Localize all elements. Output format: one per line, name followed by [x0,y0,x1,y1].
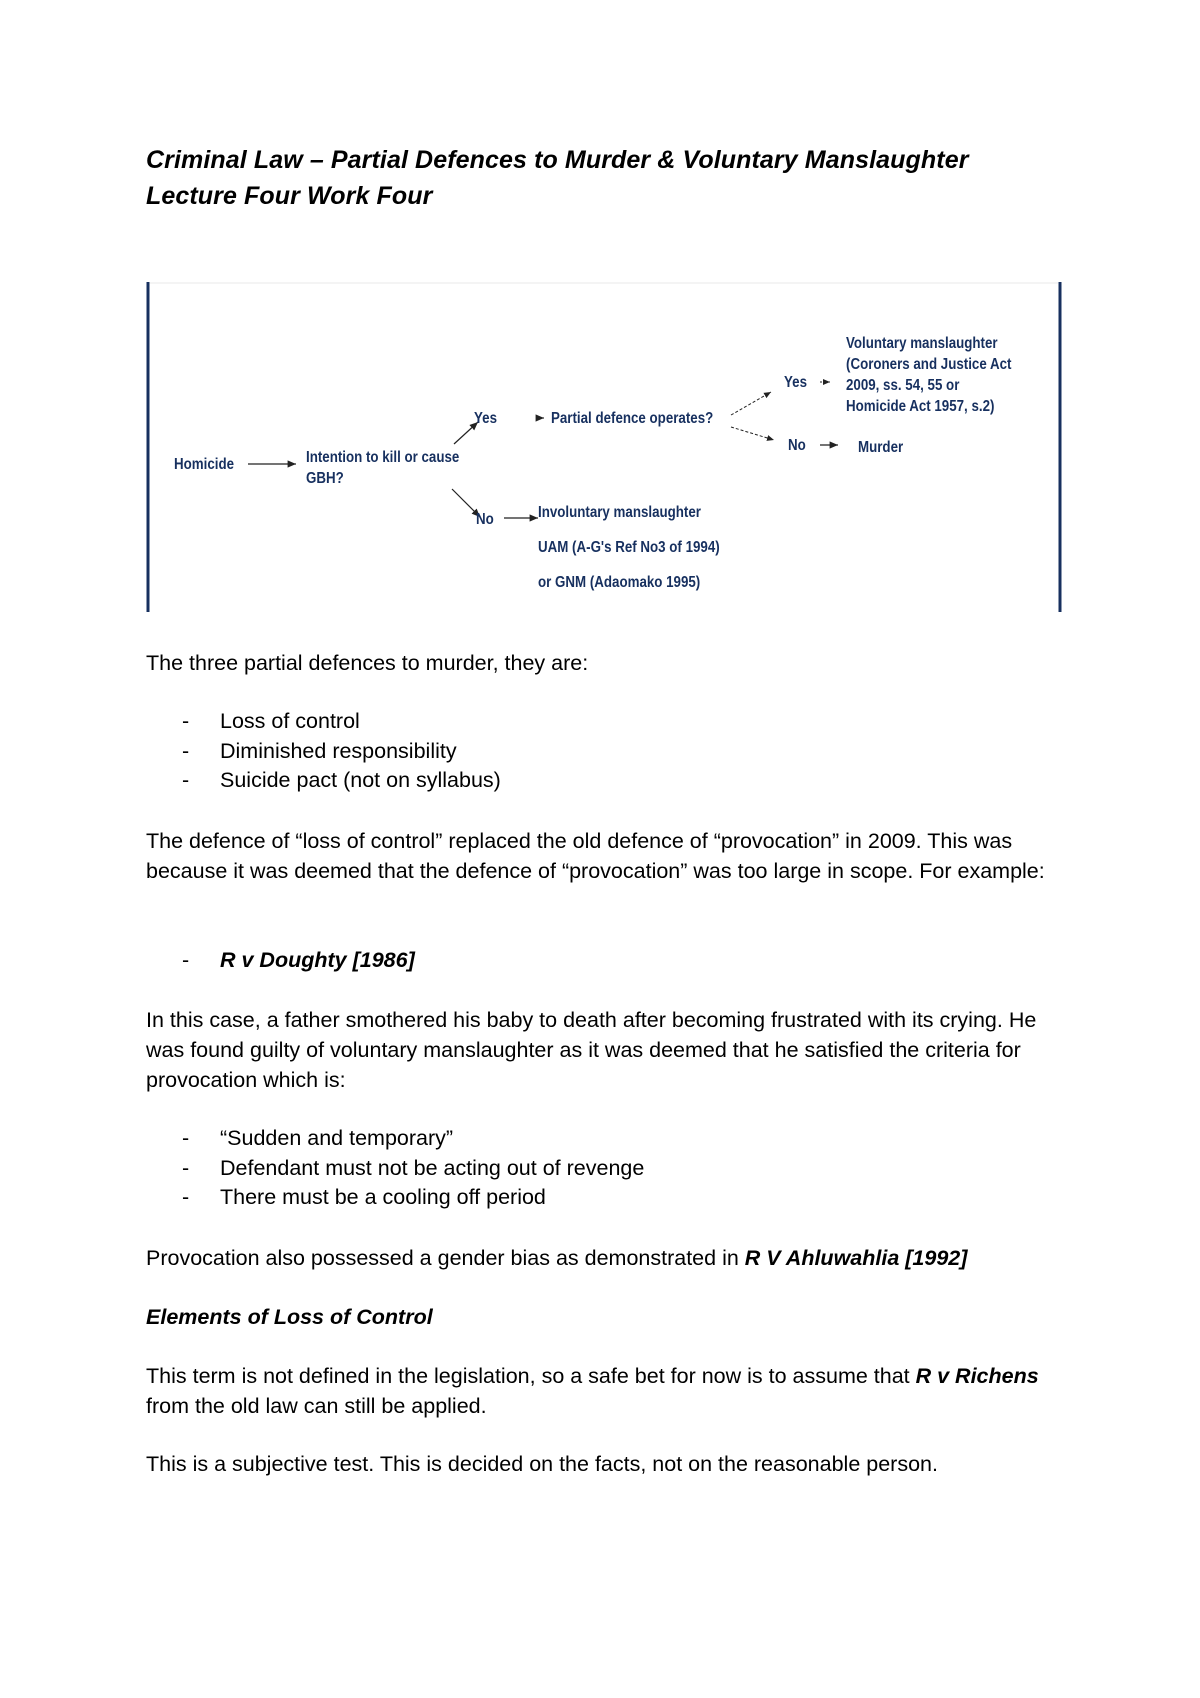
bias-text: Provocation also possessed a gender bias as demonstrated in [146,1246,745,1270]
list-item [146,1124,644,1154]
bias-case-citation: R V Ahluwahlia [1992] [744,1246,968,1270]
bullet-dash: - [182,1155,190,1180]
case-paragraph [146,1005,1066,1095]
case-text: In this case, a father smothered his baby to death after becoming frustrated with its crying. He was found guilty of voluntary manslaughter as it was deemed that he satisfied the criteria for provocation which is: [146,1008,1037,1092]
elements-heading-block [146,1302,1066,1332]
arrow-partial-yes [731,392,771,415]
list-item-text: There must be a cooling off period [220,1185,546,1209]
bias-paragraph [146,1243,1066,1273]
list-item [146,1154,644,1184]
intro-paragraph [146,648,1066,678]
bullet-dash: - [182,1126,190,1150]
document-subtitle: Lecture Four Work Four [146,182,433,210]
subjective-text: This is a subjective test. This is decided on the facts, not on the reasonable person. [146,1452,938,1476]
node-no-2: No [788,437,806,454]
criteria-list [146,1124,644,1213]
bullet-dash: - [182,768,190,792]
list-item [146,707,501,737]
node-yes-2: Yes [784,374,807,391]
node-homicide: Homicide [174,456,234,473]
node-no-1: No [476,511,494,528]
list-item-text: Suicide pact (not on syllabus) [220,768,501,792]
bullet-dash: - [182,948,190,972]
bullet-dash: - [182,738,190,763]
list-item [146,737,501,767]
term-paragraph [146,1361,1066,1421]
intro-text: The three partial defences to murder, they are: [146,651,589,675]
node-voluntary-line2: (Coroners and Justice Act [846,356,1012,373]
section-heading: Elements of Loss of Control [146,1305,433,1329]
list-item [146,766,501,796]
node-voluntary-line4: Homicide Act 1957, s.2) [846,398,995,415]
homicide-flowchart [146,282,1062,612]
flowchart-arrows [146,282,1062,612]
case-list [146,946,415,976]
replaced-text: The defence of “loss of control” replaced the old defence of “provocation” in 2009. This was because it was deemed that the defence of “provocation” was too large in scope. For example: [146,829,1045,883]
node-yes-1: Yes [474,410,497,427]
replaced-paragraph [146,826,1066,886]
list-item [146,946,415,976]
node-voluntary-line3: 2009, ss. 54, 55 or [846,377,960,394]
arrow-partial-no [731,427,774,440]
case-citation: R v Doughty [1986] [220,948,415,972]
term-text: This term is not defined in the legislation, so a safe bet for now is to assume that [146,1364,916,1388]
subjective-paragraph [146,1449,1066,1479]
node-intention-line1: Intention to kill or cause [306,449,460,466]
list-item-text: Diminished responsibility [220,738,457,763]
term-text-end: from the old law can still be applied. [146,1394,487,1418]
bullet-dash: - [182,709,190,733]
list-item-text: “Sudden and temporary” [220,1126,454,1150]
node-murder: Murder [858,439,904,456]
list-item-text: Defendant must not be acting out of revenge [220,1155,645,1180]
document-title: Criminal Law – Partial Defences to Murder & Voluntary Manslaughter [146,146,969,174]
bullet-dash: - [182,1185,190,1209]
node-voluntary-line1: Voluntary manslaughter [846,335,998,352]
term-case-citation: R v Richens [915,1364,1039,1388]
node-involuntary-line2: UAM (A-G's Ref No3 of 1994) [538,539,720,556]
node-involuntary-line3: or GNM (Adaomako 1995) [538,574,701,591]
node-intention-line2: GBH? [306,470,344,487]
list-item-text: Loss of control [220,709,360,733]
node-partial-defence: Partial defence operates? [551,410,714,427]
list-item [146,1183,644,1213]
node-involuntary-line1: Involuntary manslaughter [538,504,701,521]
defences-list [146,707,501,796]
